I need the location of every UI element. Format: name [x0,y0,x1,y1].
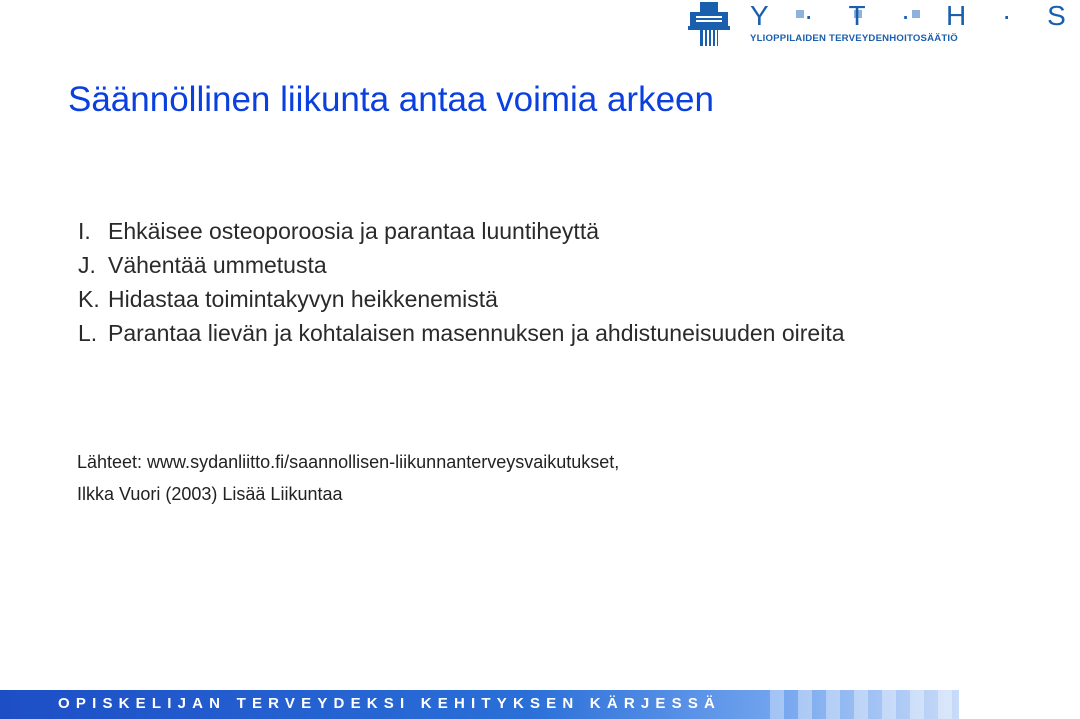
list-item [78,248,938,282]
list-marker: I. [78,218,91,244]
list-marker: K. [78,286,100,312]
list-marker: J. [78,252,96,278]
footer-pattern [770,690,959,719]
sources [77,446,619,510]
sources-line-2: Ilkka Vuori (2003) Lisää Liikuntaa [77,484,343,504]
logo-wordmark [750,0,1080,32]
sources-line-1: Lähteet: www.sydanliitto.fi/saannollisen-liikunnanterveysvaikutukset, [77,452,620,472]
list-item-text: Vähentää ummetusta [108,252,327,278]
logo-letters: Y · T · H · S [750,0,1080,31]
logo-subtitle: YLIOPPILAIDEN TERVEYDENHOITOSÄÄTIÖ [750,33,958,44]
list-marker: L. [78,320,98,346]
list-item-text: Ehkäisee osteoporoosia ja parantaa luuntiheyttä [108,218,600,244]
benefit-list [78,214,938,350]
footer-slogan: OPISKELIJAN TERVEYDEKSI KEHITYKSEN KÄRJESSÄ [58,695,722,712]
list-item [78,316,938,350]
slide-title: Säännöllinen liikunta antaa voimia arkeen [68,80,714,119]
list-item [78,282,938,316]
list-item [78,214,938,248]
footer-bar [0,690,959,719]
list-item-text: Parantaa lievän ja kohtalaisen masennuksen ja ahdistuneisuuden oireita [108,320,845,346]
list-item-text: Hidastaa toimintakyvyn heikkenemistä [108,286,498,312]
